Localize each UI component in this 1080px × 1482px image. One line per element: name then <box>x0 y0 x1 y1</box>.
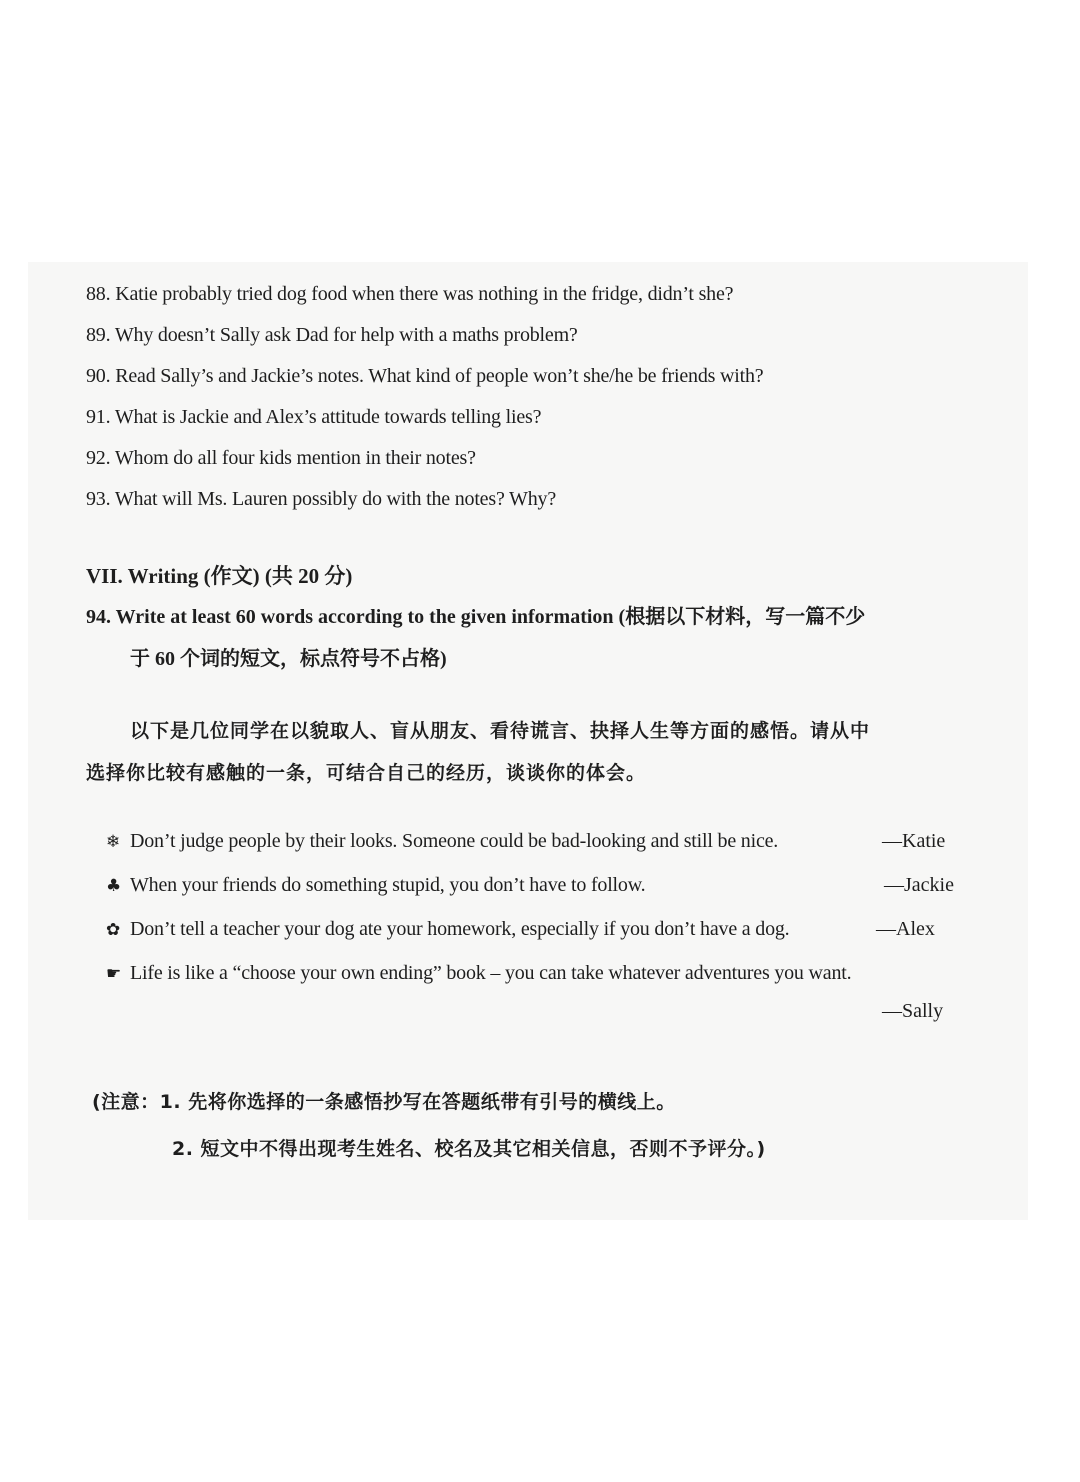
club-icon: ♣ <box>106 876 122 896</box>
question-88: 88. Katie probably tried dog food when there was nothing in the fridge, didn’t she? <box>86 283 734 305</box>
question-93: 93. What will Ms. Lauren possibly do with the notes? Why? <box>86 488 557 510</box>
quote-text: Life is like a “choose your own ending” book – you can take whatever adventures you want. <box>130 962 852 984</box>
quote-sally <box>106 962 851 985</box>
note-line-2: 2. 短文中不得出现考生姓名、校名及其它相关信息，否则不予评分。) <box>172 1138 766 1160</box>
quote-author-sally: —Sally <box>882 1000 944 1022</box>
quote-author-alex: —Alex <box>876 918 935 940</box>
note-line-1: (注意：1. 先将你选择的一条感悟抄写在答题纸带有引号的横线上。 <box>92 1091 676 1113</box>
quote-author-jackie: —Jackie <box>884 874 954 896</box>
quote-alex <box>106 918 789 941</box>
quote-katie <box>106 830 778 853</box>
question-89: 89. Why doesn’t Sally ask Dad for help with a maths problem? <box>86 324 578 346</box>
quote-jackie <box>106 874 645 897</box>
question-92: 92. Whom do all four kids mention in their notes? <box>86 447 476 469</box>
writing-task-line-2: 于 60 个词的短文，标点符号不占格) <box>130 648 447 670</box>
flower-icon: ✿ <box>106 920 121 940</box>
question-90: 90. Read Sally’s and Jackie’s notes. What kind of people won’t she/he be friends with? <box>86 365 764 387</box>
quote-author-katie: —Katie <box>882 830 946 852</box>
snowflake-icon: ❄ <box>106 832 121 852</box>
writing-section-title: VII. Writing (作文) (共 20 分) <box>86 564 353 588</box>
writing-intro-line-2: 选择你比较有感触的一条，可结合自己的经历，谈谈你的体会。 <box>86 762 647 784</box>
question-91: 91. What is Jackie and Alex’s attitude towards telling lies? <box>86 406 542 428</box>
quote-text: When your friends do something stupid, you don’t have to follow. <box>130 874 646 896</box>
writing-task-line-1: 94. Write at least 60 words according to the given information (根据以下材料，写一篇不少 <box>86 606 866 628</box>
quote-text: Don’t tell a teacher your dog ate your homework, especially if you don’t have a dog. <box>130 918 790 940</box>
writing-intro-line-1: 以下是几位同学在以貌取人、盲从朋友、看待谎言、抉择人生等方面的感悟。请从中 <box>130 720 871 742</box>
pointing-hand-icon: ☛ <box>106 964 122 984</box>
quote-text: Don’t judge people by their looks. Someone could be bad-looking and still be nice. <box>130 830 779 852</box>
